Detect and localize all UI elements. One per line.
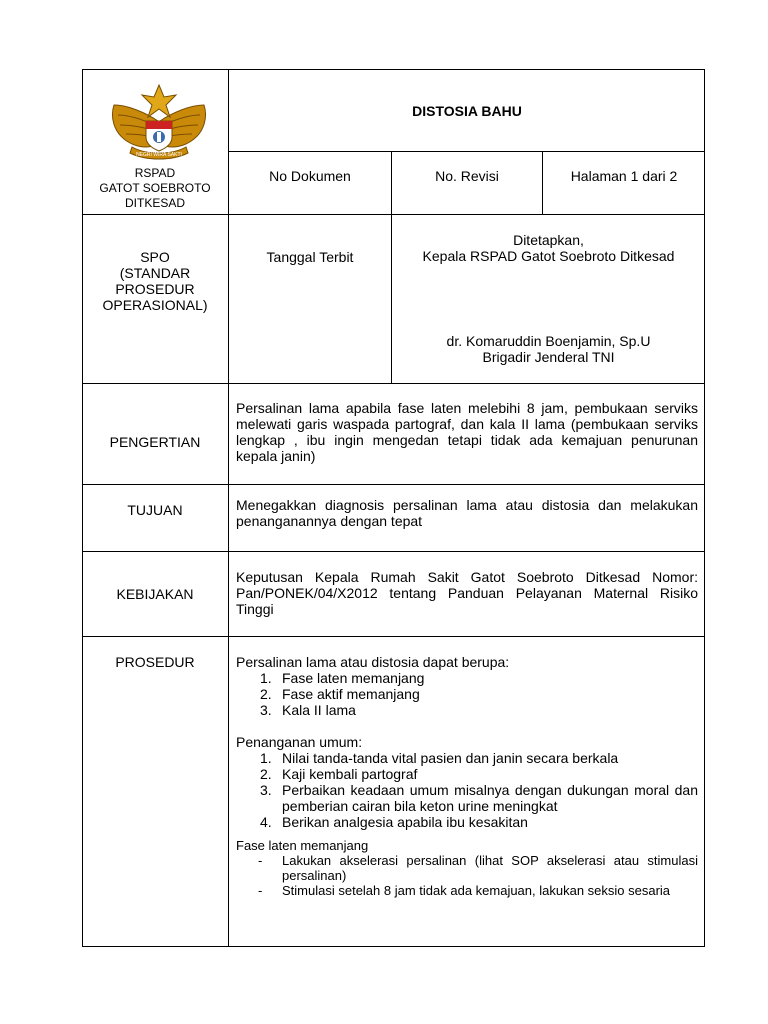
kebijakan-text: Keputusan Kepala Rumah Sakit Gatot Soebroto Ditkesad Nomor: Pan/PONEK/04/X2012 tentang Panduan Pelayanan Maternal Risiko Tinggi	[236, 569, 698, 617]
divider	[228, 69, 229, 947]
signatory-rank: Brigadir Jenderal TNI	[482, 349, 615, 365]
tujuan-label: TUJUAN	[127, 502, 183, 518]
ditetapkan-block	[392, 232, 705, 264]
list-item: - Stimulasi setelah 8 jam tidak ada kemajuan, lakukan seksio sesaria	[258, 883, 671, 898]
fase-laten-list	[236, 853, 698, 898]
list-item: 3. Kala II lama	[260, 702, 356, 718]
list-item: 4. Berikan analgesia apabila ibu kesakitan	[260, 814, 528, 830]
divider	[82, 214, 705, 215]
spo-line-3: PROSEDUR	[115, 281, 195, 297]
no-revisi-label: No. Revisi	[435, 168, 499, 184]
logo-text: NEGRI WIRA SAKTI	[136, 152, 182, 158]
list-item: 1. Fase laten memanjang	[260, 670, 425, 686]
ditetapkan-text: Ditetapkan,	[513, 232, 584, 248]
halaman-label: Halaman 1 dari 2	[570, 168, 678, 184]
no-dokumen-label: No Dokumen	[269, 168, 351, 184]
penanganan-umum-list	[236, 750, 698, 830]
spo-line-2: (STANDAR	[119, 265, 191, 281]
distosia-types-list	[236, 670, 698, 718]
tanggal-terbit-label: Tanggal Terbit	[266, 249, 354, 265]
kepala-text: Kepala RSPAD Gatot Soebroto Ditkesad	[422, 248, 675, 264]
divider	[82, 484, 705, 485]
org-line-3: DITKESAD	[124, 196, 185, 210]
document-title: DISTOSIA BAHU	[412, 103, 522, 119]
list-item: 2. Fase aktif memanjang	[260, 686, 420, 702]
rspad-logo	[106, 77, 212, 162]
kebijakan-label: KEBIJAKAN	[116, 586, 194, 602]
divider	[82, 636, 705, 637]
tujuan-text: Menegakkan diagnosis persalinan lama atau distosia dan melakukan penanganannya dengan tepat	[236, 497, 698, 529]
list-item: 3. Perbaikan keadaan umum misalnya dengan dukungan moral dan pemberian cairan bila keton urine meningkat	[260, 782, 698, 814]
spo-line-4: OPERASIONAL)	[102, 297, 208, 313]
signatory-name: dr. Komaruddin Boenjamin, Sp.U	[446, 333, 651, 349]
org-name	[82, 166, 228, 211]
prosedur-label: PROSEDUR	[115, 654, 195, 670]
list-item: - Lakukan akselerasi persalinan (lihat SOP akselerasi atau stimulasi persalinan)	[258, 853, 698, 883]
fase-laten-title: Fase laten memanjang	[236, 838, 369, 853]
divider	[82, 551, 705, 552]
divider	[229, 151, 705, 152]
signatory-block	[392, 333, 705, 365]
spo-label	[82, 249, 228, 313]
penanganan-umum-title: Penanganan umum:	[236, 734, 363, 750]
pengertian-label: PENGERTIAN	[109, 434, 201, 450]
list-item: 2. Kaji kembali partograf	[260, 766, 418, 782]
pengertian-text: Persalinan lama apabila fase laten melebihi 8 jam, pembukaan serviks melewati garis waspada partograf, dan kala II lama (pembukaan serviks lengkap , ibu ingin mengedan tetapi tidak ada kemajuan penurunan kepala janin)	[236, 400, 698, 464]
divider	[82, 383, 705, 384]
prosedur-intro: Persalinan lama atau distosia dapat berupa:	[236, 654, 510, 670]
spo-line-1: SPO	[140, 249, 170, 265]
org-line-2: GATOT SOEBROTO	[99, 181, 211, 195]
prosedur-content	[236, 654, 698, 898]
list-item: 1. Nilai tanda-tanda vital pasien dan janin secara berkala	[260, 750, 619, 766]
org-line-1: RSPAD	[134, 166, 176, 180]
